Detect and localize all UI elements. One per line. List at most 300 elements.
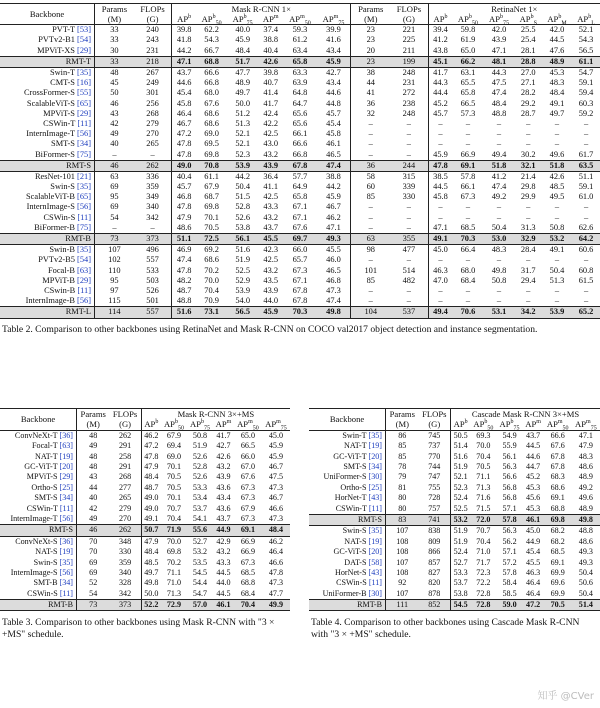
col-params-2: Params [351,4,390,15]
ap-value: 68.2 [544,526,572,537]
col-params-unit-2: (M) [351,14,390,25]
col-ap: $AP^m_{50}$ [237,419,259,432]
mask-value: 47.4 [317,160,351,171]
backbone-name: InternImage-T [56] [10,514,73,524]
ap-value: 42.7 [216,441,231,451]
mask-value: 47.9 [172,213,196,223]
retina-value: – [465,285,471,295]
retina-value: 27.0 [515,68,542,79]
backbone-name: SMT-S [34] [343,462,382,472]
retina-value: 49.2 [491,192,507,202]
table-row [0,36,600,46]
table-row [309,547,600,557]
params-value: 42 [95,119,134,129]
ap-value: 52.2 [141,600,161,611]
flops-value: 809 [428,536,441,546]
retina-value: – [465,296,471,306]
ap-value: 45.2 [526,472,541,482]
mask-value: 68.7 [204,192,219,202]
mask-value: 64.8 [292,88,308,98]
ap-value: 69.3 [470,430,496,441]
ap-value: 70.5 [166,482,182,492]
mask-value: 49.8 [317,307,351,318]
params-value: 69 [77,557,110,567]
retina-value: 50.8 [549,222,565,232]
retina-value: 61.0 [578,192,594,202]
params-value: 48 [77,430,110,441]
mask-value: 46.9 [172,245,196,256]
retina-value: 51.8 [542,160,572,171]
ap-value: 52.4 [451,547,471,557]
flops-value: 866 [428,547,441,557]
params-value: 111 [386,600,419,611]
flops-value: 268 [146,108,159,118]
citation: [56] [77,129,91,139]
flops-value-2: 482 [402,275,416,285]
retina-value: 61.9 [460,35,476,45]
citation: [29] [77,108,91,118]
mask-value: 45.9 [235,35,250,45]
mask-value: 41.7 [263,98,279,108]
retina-value: 29.8 [520,182,536,192]
citation: [34] [59,493,73,503]
flops-value: 744 [428,462,441,472]
backbone-name: MPViT-S [29] [26,472,73,482]
flops-value: 857 [428,557,441,567]
ap-value: 48.4 [141,547,161,557]
ap-value: 71.3 [166,588,182,598]
retina-value: 61.1 [572,56,600,67]
col-ap: $AP^b$ [451,419,471,430]
params-value: 48 [77,462,110,472]
mask-value: 53.9 [227,160,258,171]
ap-value: 54.4 [192,578,208,588]
mask-value: 69.7 [283,234,316,245]
ap-value: 51.9 [192,441,208,451]
flops-value: 496 [134,245,172,256]
table-row [309,526,600,537]
mask-value: 45.4 [326,118,341,128]
mask-value: 46.8 [172,192,196,202]
table-row [0,99,600,109]
retina-value: – [496,129,502,139]
col-params-unit: (M) [386,419,419,430]
mask-value: 43.4 [326,45,341,55]
mask-value: 38.8 [317,172,351,183]
retina-value: 45.2 [428,99,452,109]
params-value-2: – [351,256,390,266]
ap-value: 45.4 [526,547,541,557]
table-row [0,430,290,441]
mask-value: 46.7 [172,119,196,129]
flops-value: 526 [146,285,159,295]
ap-value: 71.7 [476,557,491,567]
backbone-name: CrossFormer-S [55] [23,88,91,98]
mask-value: 42.5 [263,255,279,265]
retina-value: 48.5 [549,182,565,192]
retina-value: 54.3 [578,35,594,45]
flops-value: 501 [146,296,159,306]
retina-value: 43.9 [491,35,507,45]
citation: [11] [77,285,91,295]
mask-value: 38.8 [263,35,279,45]
mask-value: 47.3 [326,285,341,295]
params-value: 86 [386,430,419,441]
mask-value: 47.1 [326,222,341,232]
backbone-name: Swin-S [35] [309,526,386,537]
retina-value: 44.4 [428,89,452,99]
ours-row [0,56,600,67]
mask-value: 48.9 [235,78,250,88]
mask-value: 56.5 [227,307,258,318]
col-retina-ap: $AP^b_{50}$ [457,13,478,27]
flops-value-2: – [406,129,411,139]
citation: [65] [77,192,91,202]
backbone-name: ScalableViT-S [65] [26,98,91,108]
ap-value: 67.3 [240,557,255,567]
flops-value: 737 [428,441,441,451]
ap-value: 50.4 [578,588,593,598]
col-mask-ap: $AP^b$ [172,14,196,25]
table-row [0,109,600,119]
retina-value: 64.2 [572,234,600,245]
ap-value: 54.1 [192,514,208,524]
retina-value: 41.2 [483,172,514,183]
table-row [0,245,600,256]
mask-value: 70.2 [204,265,219,275]
col-ap: $AP^m_{75}$ [265,419,287,432]
ap-value: 53.7 [451,578,471,588]
backbone-name: RMT-S [0,525,77,536]
retina-value: 48.3 [549,78,565,88]
params-value: 80 [386,493,419,503]
backbone-name: CSwin-B [11] [44,285,91,295]
citation: [54] [77,255,91,265]
mask-value: 49.0 [172,160,196,171]
mask-value: 46.1 [326,139,341,149]
ap-value: 47.9 [141,462,161,472]
backbone-name: ScalableViT-B [65] [25,192,91,202]
retina-value: 69.1 [452,160,483,171]
table-row [309,462,600,472]
mask-value: 49.3 [317,234,351,245]
mask-value: 47.7 [227,68,258,79]
col-retina-ap: $AP^b_L$ [577,13,595,27]
ap-value: 53.5 [192,557,208,567]
mask-value: 52.8 [235,202,250,212]
ap-value: 66.6 [544,430,572,441]
ap-value: 44.6 [526,451,541,461]
backbone-name: RMT-L [0,307,95,318]
mask-value: 67.1 [292,212,308,222]
retina-value: 25.4 [520,35,536,45]
ap-value: 45.6 [526,493,541,503]
citation: [34] [59,578,73,588]
flops-value: 342 [146,212,159,222]
retina-value: – [428,139,452,149]
mask-value: 66.8 [204,78,219,88]
ap-value: 45.0 [262,430,290,441]
retina-value: 61.5 [578,275,594,285]
mask-value: 45.4 [172,89,196,99]
retina-value: 70.6 [452,307,483,318]
table-row [309,430,600,441]
retina-value: 38.5 [428,172,452,183]
flops-value: 741 [419,514,451,525]
backbone-name: Ortho-S [25] [31,482,73,492]
mask-value: 45.8 [326,129,341,139]
ap-value: 42.9 [213,536,234,547]
mask-value: 43.9 [263,285,279,295]
col-ap: $AP^b$ [141,419,161,430]
retina-value: 47.1 [428,223,452,234]
ap-value: 49.1 [141,514,161,525]
retina-value: – [428,203,452,213]
backbone-name: UniFormer-B [30] [322,588,382,598]
retina-value: 45.8 [428,192,452,202]
flops-value-2: 248 [390,68,428,79]
mask-value: 51.7 [227,56,258,67]
retina-value: 29.4 [520,275,536,285]
retina-value: – [554,139,560,149]
mask-value: 39.9 [317,25,351,36]
ap-value: 65.0 [234,430,262,441]
table-row [0,223,600,234]
backbone-name: InternImage-B [56] [25,296,91,306]
ap-value: 54.5 [451,600,471,611]
params-value: – [95,150,134,161]
ap-value: 67.6 [240,472,255,482]
mask-value: 42.5 [263,192,279,202]
retina-value: – [465,118,471,128]
retina-value: 49.4 [491,149,507,159]
retina-value: – [554,202,560,212]
retina-value: 32.9 [515,234,542,245]
params-value-2: – [351,150,390,161]
mask-value: 51.9 [235,255,250,265]
params-value: 46 [77,525,110,536]
backbone-name: GC-ViT-T [20] [333,451,382,461]
params-value: 30 [95,46,134,57]
flops-value-2: 477 [390,245,428,256]
mask-value: 48.4 [235,45,250,55]
backbone-name: RMT-B [309,600,386,611]
mask-value: 66.0 [283,245,316,256]
mask-value: 52.5 [235,265,250,275]
retina-value: 45.3 [542,68,572,79]
mask-value: 47.8 [172,139,196,149]
ap-value: 72.8 [470,600,496,611]
ap-value: 45.3 [526,503,541,513]
mask-value: 69.5 [204,139,219,149]
mask-value: 56.1 [227,234,258,245]
ap-value: 70.5 [544,600,572,611]
backbone-name: HorNet-T [43] [334,493,382,503]
backbone-name: MPViT-S [29] [43,108,91,118]
retina-value: – [526,285,531,295]
ap-value: 44.5 [216,588,231,598]
retina-value: 65.2 [572,307,600,318]
retina-value: 59.2 [578,108,594,118]
flops-value: 747 [428,472,441,482]
params-value: 54 [95,213,134,223]
mask-value: 43.7 [263,222,279,232]
ap-value: 72.0 [470,514,496,525]
table-row [0,46,600,57]
params-value: 114 [95,307,134,318]
retina-value: 53.2 [542,234,572,245]
ap-value: 66.5 [240,441,255,451]
backbone-name: RMT-S [309,514,386,525]
retina-value: – [496,118,502,128]
ours-row [309,514,600,525]
flops-value: 827 [428,568,441,577]
mask-value: 69.0 [204,129,219,139]
params-value-2: 85 [351,192,390,202]
retina-value: – [428,129,452,139]
retina-value: 45.1 [428,56,452,67]
retina-value: 48.4 [491,98,507,108]
retina-value: 49.8 [491,265,507,275]
flops-value-2: 199 [390,56,428,67]
retina-value: 50.8 [491,275,507,285]
flops-value: 256 [146,98,159,108]
ap-value: 49.7 [141,568,161,578]
table-row [0,203,600,213]
ap-value: 44.5 [526,441,541,451]
ap-value: 54.9 [496,430,522,441]
retina-value: 45.7 [428,109,452,119]
ap-value: 49.2 [578,482,593,492]
params-value: 48 [95,68,134,79]
mask-value: 67.3 [292,265,308,275]
ap-value: 51.6 [451,452,471,462]
flops-value: 265 [118,493,132,503]
flops-value: 279 [118,503,132,513]
table-row [309,589,600,600]
table-row [0,568,290,578]
citation: [58] [368,557,382,567]
retina-value: – [554,285,560,295]
mask-value: 44.2 [172,46,196,57]
flops-value: 258 [118,451,132,461]
ap-value: 49.0 [141,504,161,514]
ap-value: 72.2 [476,578,491,588]
retina-value: – [583,255,589,265]
flops-value: 262 [134,160,172,171]
mask-value: 46.5 [326,149,341,159]
params-value: 107 [386,589,419,600]
citation: [29] [59,472,73,482]
ap-value: 51.4 [451,441,471,451]
flops-value-2: – [406,296,411,306]
flops-value: 267 [134,68,172,79]
flops-value: 359 [118,557,132,567]
params-value: 44 [77,483,110,493]
retina-value: 44.5 [428,182,452,192]
flops-value-2: 225 [402,35,416,45]
citation: [11] [77,212,91,222]
col-params-unit: (M) [77,419,110,430]
retina-value: 49.7 [549,108,565,118]
mask-value: 36.4 [258,172,283,183]
ap-value: 70.1 [166,493,182,503]
table-row [0,589,290,600]
mask-value: 37.4 [258,25,283,36]
ap-value: 47.5 [268,472,284,482]
retina-value: 30.2 [520,149,536,159]
params-value: 40 [77,493,110,503]
mask-value: 43.2 [263,212,279,222]
ap-value: 70.2 [166,557,182,567]
mask-value: 70.0 [204,275,219,285]
backbone-name: NAT-T [19] [35,451,73,461]
params-value: 69 [95,182,134,192]
retina-value: 60.3 [578,98,594,108]
params-value: 95 [95,192,134,202]
ap-value: 69.9 [550,568,565,577]
retina-value: 48.1 [483,56,514,67]
backbone-name: CSWin-T [11] [26,503,73,513]
citation: [54] [77,35,91,45]
retina-value: 45.0 [428,245,452,256]
citation: [43] [368,493,382,503]
flops-value: 373 [134,234,172,245]
ap-value: 53.2 [451,514,471,525]
backbone-name: SMT-S [34] [34,493,73,503]
retina-value: 49.1 [428,234,452,245]
table-row [0,25,600,36]
flops-value: – [150,222,155,232]
ap-value: 52.6 [192,451,208,461]
ap-value: 45.3 [526,482,541,492]
ap-value: 43.6 [216,482,231,492]
retina-value: – [428,286,452,296]
ap-value: 47.8 [141,452,161,462]
ap-value: 69.0 [166,451,182,461]
backbone-name: PVTv2-B5 [54] [38,255,91,265]
mask-value: 68.6 [204,255,219,265]
ap-value: 52.4 [451,493,471,503]
flops-value: 728 [428,493,441,503]
retina-value: 47.4 [491,182,507,192]
ap-value: 67.9 [240,503,255,513]
col-backbone: Backbone [329,414,365,425]
retina-value: 65.8 [460,88,476,98]
col-retina-ap: $AP^b_S$ [519,13,537,27]
params-value: 48 [77,452,110,462]
params-value-2: 58 [351,172,390,183]
retina-value: 53.0 [483,234,514,245]
retina-value: 34.2 [515,307,542,318]
ap-value: 57.8 [496,514,522,525]
params-value: 43 [95,109,134,119]
mask-value: 41.4 [263,88,279,98]
params-value-2: 20 [351,46,390,57]
citation: [19] [59,451,73,461]
col-ap: $AP^m$ [215,419,232,430]
col-flops-unit: (G) [146,13,159,24]
retina-value: 46.3 [428,266,452,276]
flops-value: – [150,149,155,159]
table-row [0,462,290,472]
table-4-caption: Table 4. Comparison to other backbones using Cascade Mask R-CNN with "3 × +MS" schedule. [311,617,580,640]
mask-value: 39.8 [172,25,196,36]
group-mask-rcnn-3x: Mask R-CNN 3×+MS [141,409,290,420]
retina-value: 63.5 [572,160,600,171]
mask-value: 47.2 [172,129,196,139]
ap-value: 71.3 [476,482,491,492]
